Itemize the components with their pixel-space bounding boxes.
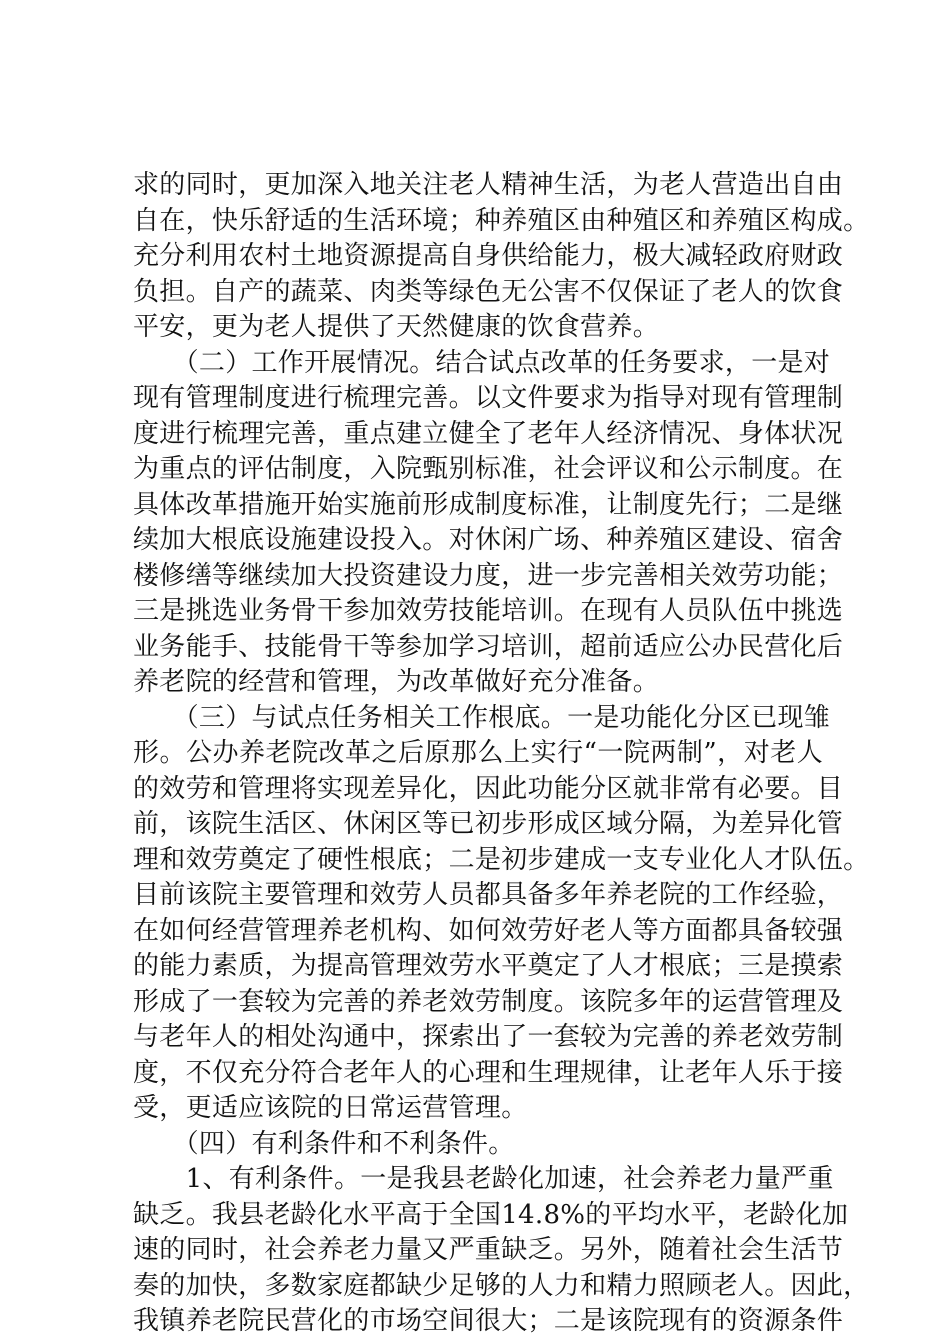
- text-line: 与老年人的相处沟通中，探索出了一套较为完善的养老效劳制: [133, 1022, 844, 1052]
- text-line: 目前该院主要管理和效劳人员都具备多年养老院的工作经验，: [133, 880, 844, 910]
- text-line: 楼修缮等继续加大投资建设力度，进一步完善相关效劳功能；: [133, 560, 844, 591]
- text-line: 的效劳和管理将实现差异化，因此功能分区就非常有必要。目: [133, 773, 844, 804]
- text-line: 在如何经营管理养老机构、如何效劳好老人等方面都具备较强: [133, 915, 844, 946]
- text-line: 形。公办养老院改革之后原那么上实行“一院两制”，对老人: [133, 738, 823, 768]
- text-line: 受，更适应该院的日常运营管理。: [133, 1093, 528, 1123]
- text-line: 现有管理制度进行梳理完善。以文件要求为指导对现有管理制: [133, 383, 844, 413]
- text-line: 前，该院生活区、休闲区等已初步形成区域分隔，为差异化管: [133, 809, 844, 839]
- text-line: 充分利用农村土地资源提高自身供给能力，极大减轻政府财政: [133, 241, 844, 271]
- text-line: 理和效劳奠定了硬性根底；二是初步建成一支专业化人才队伍。: [133, 844, 870, 875]
- text-line: 形成了一套较为完善的养老效劳制度。该院多年的运营管理及: [133, 986, 844, 1017]
- text-line: 平安，更为老人提供了天然健康的饮食营养。: [133, 312, 660, 342]
- body-text: [133, 168, 870, 1340]
- text-line: 三是挑选业务骨干参加效劳技能培训。在现有人员队伍中挑选: [133, 596, 844, 626]
- text-line: （三）与试点任务相关工作根底。一是功能化分区已现雏: [133, 702, 831, 733]
- text-line: 速的同时，社会养老力量又严重缺乏。另外，随着社会生活节: [133, 1235, 844, 1265]
- text-line: 续加大根底设施建设投入。对休闲广场、种养殖区建设、宿舍: [133, 525, 844, 555]
- text-line: 为重点的评估制度，入院甄别标准，社会评议和公示制度。在: [133, 454, 844, 484]
- text-line: 自在，快乐舒适的生活环境；种养殖区由种殖区和养殖区构成。: [133, 205, 870, 236]
- text-line: 具体改革措施开始实施前形成制度标准，让制度先行；二是继: [133, 489, 844, 520]
- text-line: 求的同时，更加深入地关注老人精神生活，为老人营造出自由: [133, 170, 844, 200]
- text-line: 我镇养老院民营化的市场空间很大；二是该院现有的资源条件: [133, 1306, 844, 1336]
- text-line: 度进行梳理完善，重点建立健全了老年人经济情况、身体状况: [133, 418, 844, 449]
- text-line: 养老院的经营和管理，为改革做好充分准备。: [133, 667, 660, 697]
- text-line: 缺乏。我县老龄化水平高于全国14.8%的平均水平，老龄化加: [133, 1199, 849, 1230]
- text-line: 的能力素质，为提高管理效劳水平奠定了人才根底；三是摸索: [133, 951, 844, 981]
- text-line: 奏的加快，多数家庭都缺少足够的人力和精力照顾老人。因此，: [133, 1270, 870, 1301]
- text-line: 负担。自产的蔬菜、肉类等绿色无公害不仅保证了老人的饮食: [133, 276, 844, 307]
- text-line: （四）有利条件和不利条件。: [133, 1128, 515, 1159]
- text-line: 1、有利条件。一是我县老龄化加速，社会养老力量严重: [133, 1164, 834, 1194]
- text-line: 业务能手、技能骨干等参加学习培训，超前适应公办民营化后: [133, 631, 844, 662]
- text-line: 度，不仅充分符合老年人的心理和生理规律，让老年人乐于接: [133, 1057, 844, 1088]
- text-line: （二）工作开展情况。结合试点改革的任务要求，一是对: [133, 347, 831, 378]
